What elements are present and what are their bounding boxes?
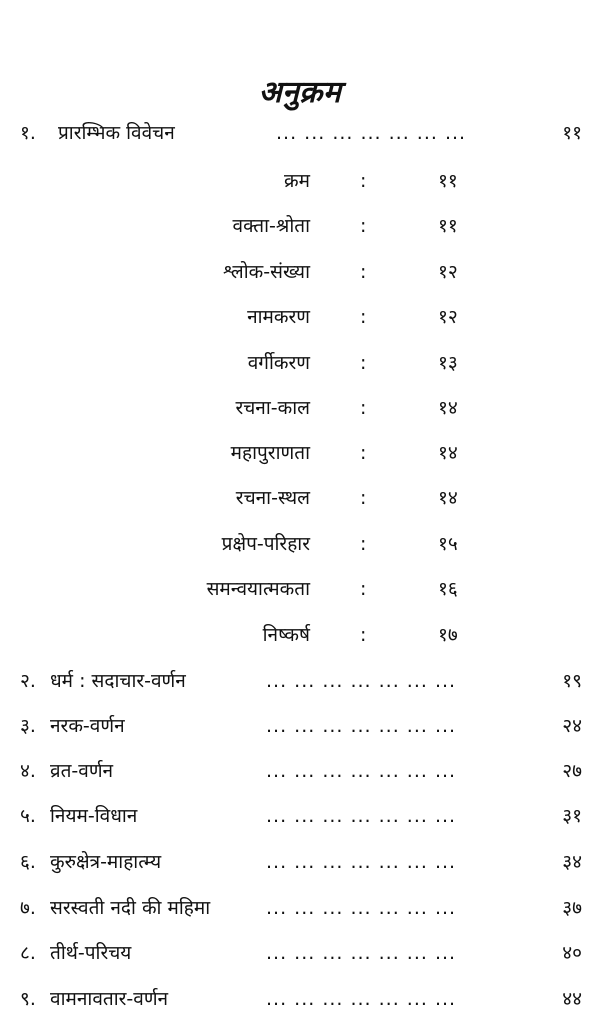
toc-entry bbox=[0, 938, 600, 968]
separator-colon: : bbox=[360, 487, 367, 509]
chapter-title: सरस्वती नदी की महिमा bbox=[50, 897, 211, 919]
toc-subentry bbox=[0, 211, 600, 241]
section-title: नामकरण bbox=[247, 306, 310, 328]
section-title: समन्वयात्मकता bbox=[206, 578, 310, 600]
toc-subentry bbox=[0, 529, 600, 559]
toc-entry bbox=[0, 801, 600, 831]
separator-colon: : bbox=[360, 352, 367, 374]
section-title: निष्कर्ष bbox=[262, 624, 310, 646]
page-number: ३१ bbox=[562, 805, 582, 827]
section-title: रचना-स्थल bbox=[235, 487, 310, 509]
chapter-title: प्रारम्भिक विवेचन bbox=[58, 122, 175, 144]
section-title: क्रम bbox=[284, 170, 310, 192]
chapter-number: ७. bbox=[20, 897, 36, 919]
chapter-title: कुरुक्षेत्र-माहात्म्य bbox=[50, 851, 162, 873]
leader-dots: ... ... ... ... ... ... ... bbox=[266, 897, 457, 919]
toc-subentry bbox=[0, 302, 600, 332]
page-number: १३ bbox=[438, 352, 458, 374]
section-title: प्रक्षेप-परिहार bbox=[221, 533, 310, 555]
page-number: ३४ bbox=[562, 851, 582, 873]
section-title: वर्गीकरण bbox=[247, 352, 310, 374]
separator-colon: : bbox=[360, 397, 367, 419]
page-number: ४४ bbox=[562, 988, 582, 1010]
page-title: अनुक्रम bbox=[258, 75, 342, 110]
leader-dots: ... ... ... ... ... ... ... bbox=[266, 851, 457, 873]
chapter-number: २. bbox=[20, 670, 36, 692]
toc-subentry bbox=[0, 393, 600, 423]
separator-colon: : bbox=[360, 442, 367, 464]
leader-dots: ... ... ... ... ... ... ... bbox=[266, 670, 457, 692]
separator-colon: : bbox=[360, 170, 367, 192]
chapter-title: नियम-विधान bbox=[50, 805, 138, 827]
toc-subentry bbox=[0, 166, 600, 196]
section-title: महापुराणता bbox=[230, 442, 310, 464]
separator-colon: : bbox=[360, 578, 367, 600]
separator-colon: : bbox=[360, 261, 367, 283]
page-number: ११ bbox=[438, 170, 458, 192]
toc-entry bbox=[0, 984, 600, 1014]
leader-dots: ... ... ... ... ... ... ... bbox=[266, 988, 457, 1010]
page-number: २७ bbox=[562, 760, 582, 782]
toc-subentry bbox=[0, 483, 600, 513]
section-title: श्लोक-संख्या bbox=[223, 261, 310, 283]
page-number: १२ bbox=[438, 261, 458, 283]
separator-colon: : bbox=[360, 533, 367, 555]
chapter-title: नरक-वर्णन bbox=[50, 715, 125, 737]
toc-entry bbox=[0, 893, 600, 923]
chapter-title: धर्म : सदाचार-वर्णन bbox=[50, 670, 186, 692]
page-number: १४ bbox=[438, 397, 458, 419]
page-number: ११ bbox=[562, 122, 582, 144]
page-number: १४ bbox=[438, 487, 458, 509]
page-number: ३७ bbox=[562, 897, 582, 919]
chapter-number: ३. bbox=[20, 715, 36, 737]
page-number: १५ bbox=[438, 533, 458, 555]
leader-dots: ... ... ... ... ... ... ... bbox=[266, 942, 457, 964]
toc-entry bbox=[0, 118, 600, 148]
page-number: ४० bbox=[562, 942, 582, 964]
toc-subentry bbox=[0, 574, 600, 604]
section-title: वक्ता-श्रोता bbox=[232, 215, 310, 237]
page-number: ११ bbox=[438, 215, 458, 237]
leader-dots: ... ... ... ... ... ... ... bbox=[276, 122, 467, 144]
separator-colon: : bbox=[360, 306, 367, 328]
chapter-number: ४. bbox=[20, 760, 36, 782]
leader-dots: ... ... ... ... ... ... ... bbox=[266, 715, 457, 737]
chapter-number: ६. bbox=[20, 851, 36, 873]
chapter-number: १. bbox=[20, 122, 36, 144]
chapter-number: ५. bbox=[20, 805, 36, 827]
page-number: २४ bbox=[562, 715, 582, 737]
toc-entry bbox=[0, 756, 600, 786]
separator-colon: : bbox=[360, 215, 367, 237]
chapter-title: वामनावतार-वर्णन bbox=[50, 988, 169, 1010]
leader-dots: ... ... ... ... ... ... ... bbox=[266, 760, 457, 782]
page-number: १४ bbox=[438, 442, 458, 464]
toc-entry bbox=[0, 847, 600, 877]
toc-entry bbox=[0, 711, 600, 741]
page-number: १२ bbox=[438, 306, 458, 328]
page-number: १७ bbox=[438, 624, 458, 646]
chapter-number: ८. bbox=[20, 942, 36, 964]
toc-subentry bbox=[0, 348, 600, 378]
toc-subentry bbox=[0, 438, 600, 468]
toc-subentry bbox=[0, 620, 600, 650]
section-title: रचना-काल bbox=[235, 397, 310, 419]
chapter-number: ९. bbox=[20, 988, 36, 1010]
page-number: १६ bbox=[438, 578, 458, 600]
chapter-title: व्रत-वर्णन bbox=[50, 760, 114, 782]
chapter-title: तीर्थ-परिचय bbox=[50, 942, 132, 964]
toc-entry bbox=[0, 666, 600, 696]
leader-dots: ... ... ... ... ... ... ... bbox=[266, 805, 457, 827]
separator-colon: : bbox=[360, 624, 367, 646]
toc-subentry bbox=[0, 257, 600, 287]
page-number: १९ bbox=[562, 670, 582, 692]
